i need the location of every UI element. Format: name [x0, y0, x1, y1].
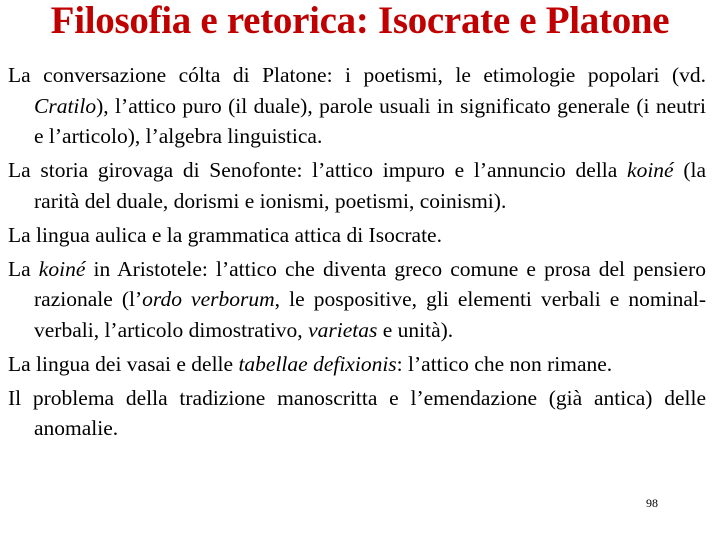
- paragraph-senofonte: [8, 155, 706, 216]
- text-run: ), l’attico puro (il duale), parole usuali in significato generale (i neutri e l’articolo), l’algebra linguistica.: [34, 93, 706, 148]
- italic-run: varietas: [308, 317, 378, 342]
- text-run: , le pospositive, gli elementi verbali e nominal-verbali, l’articolo dimostrativo,: [34, 287, 706, 342]
- page-number: 98: [646, 496, 658, 510]
- italic-run: Cratilo: [34, 93, 97, 118]
- text-run: in Aristotele: l’attico che diventa greco comune e prosa del pensiero razionale (l’: [34, 256, 706, 311]
- text-run: e unità).: [377, 317, 454, 342]
- paragraph-isocrate: [8, 220, 706, 251]
- text-run: (la rarità del duale, dorismi e ionismi, poetismi, coinismi).: [34, 158, 706, 213]
- text-run: : l’attico che non rimane.: [396, 351, 613, 376]
- italic-run: koiné: [627, 158, 674, 182]
- italic-run: ordo verborum: [142, 287, 275, 311]
- paragraph-aristotele: [8, 254, 706, 346]
- text-run: La conversazione cólta di Platone: i poetismi, le etimologie popolari (vd.: [8, 63, 706, 87]
- paragraph-tradizione: [8, 383, 706, 444]
- text-run: Il problema della tradizione manoscritta e l’emendazione (già antica) delle anomalie.: [8, 385, 706, 440]
- slide-body: [8, 60, 706, 447]
- slide-title: Filosofia e retorica: Isocrate e Platone: [50, 0, 670, 42]
- paragraph-platone: [8, 60, 706, 152]
- text-run: La storia girovaga di Senofonte: l’attico impuro e l’annuncio della: [8, 158, 628, 182]
- text-run: La: [8, 256, 39, 281]
- italic-run: tabellae defixionis: [238, 351, 397, 376]
- italic-run: koiné: [38, 256, 86, 281]
- text-run: La lingua aulica e la grammatica attica di Isocrate.: [8, 222, 442, 247]
- paragraph-vasai: [8, 349, 706, 380]
- text-run: La lingua dei vasai e delle: [8, 351, 239, 376]
